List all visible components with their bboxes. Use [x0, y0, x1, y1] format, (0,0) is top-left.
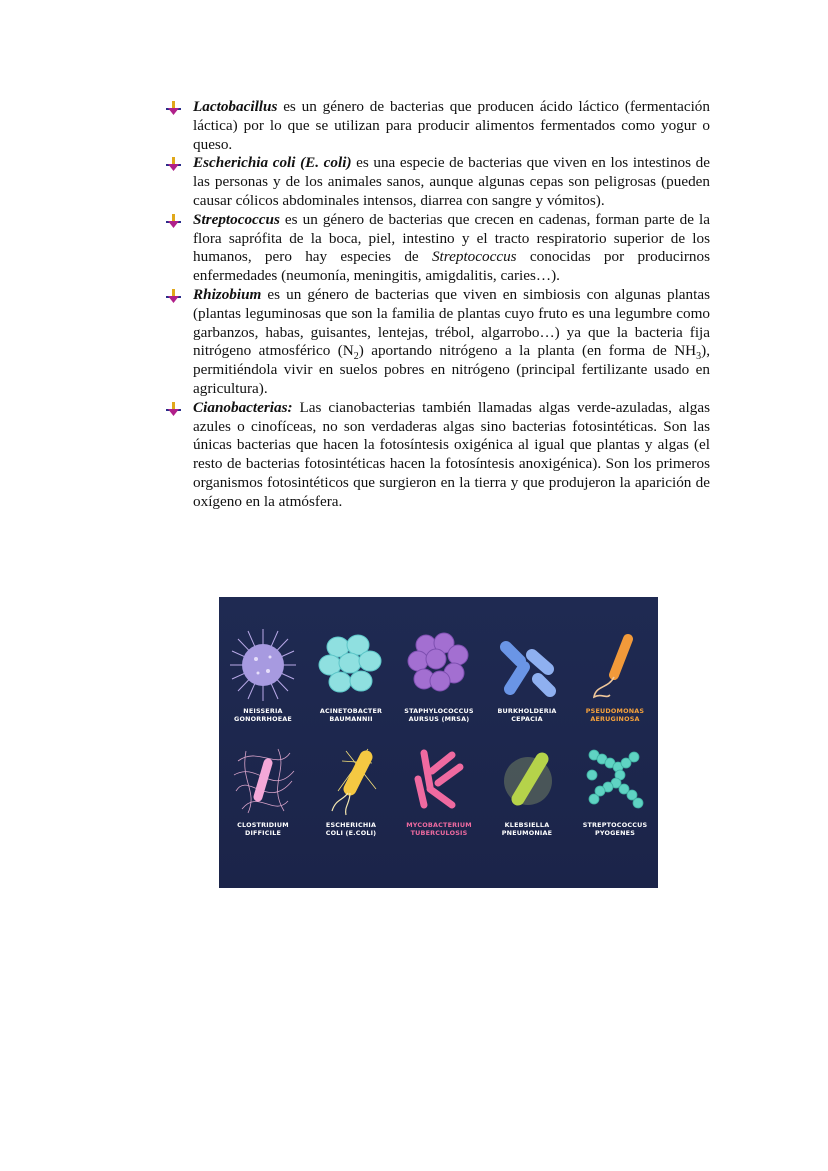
burkholderia-icon — [492, 627, 562, 707]
bacteria-label: KLEBSIELLA PNEUMONIAE — [501, 821, 553, 837]
klebsiella-icon — [492, 741, 562, 821]
bacteria-label: ESCHERICHIA COLI (E.COLI) — [325, 821, 377, 837]
bacteria-cell-staphylococcus — [395, 627, 483, 723]
bacteria-cell-streptococcus — [571, 741, 659, 837]
description-end: ), permitiéndola vivir en suelos pobres en nitrógeno (principal fertilizante usado en agricultura). — [193, 342, 711, 397]
description-mid: ) aportando nitrógeno a la planta (en forma de NH — [358, 342, 697, 360]
bacteria-cell-clostridium — [219, 741, 307, 837]
streptococcus-icon — [580, 741, 650, 821]
list-item-rhizobium — [166, 286, 710, 399]
bacteria-label: NEISSERIA GONORRHOEAE — [234, 707, 292, 723]
term: Cianobacterias: — [193, 398, 293, 416]
escherichia-icon — [316, 741, 386, 821]
acinetobacter-icon — [316, 627, 386, 707]
bacteria-label: CLOSTRIDIUM DIFFICILE — [237, 821, 289, 837]
bullet-arrow-icon — [166, 101, 182, 115]
bacteria-label: BURKHOLDERIA CEPACIA — [497, 707, 557, 723]
bacteria-list — [166, 98, 710, 512]
bacteria-cell-acinetobacter — [307, 627, 395, 723]
list-item-cianobacterias — [166, 399, 710, 512]
bacteria-label: STAPHYLOCOCCUS AURSUS (MRSA) — [404, 707, 474, 723]
description: es un género de bacterias que viven en simbiosis con algunas plantas (plantas leguminosas que son la familia de plantas cuyo fruto es una legumbre como garbanzos, habas, guisantes, lentejas, trébol, algarrobo…) ya que la bacteria fija nitrógeno atmosférico (N — [193, 285, 710, 360]
term: Escherichia coli (E. coli) — [193, 154, 352, 172]
bacteria-cell-neisseria — [219, 627, 307, 723]
bullet-arrow-icon — [166, 214, 182, 228]
bacteria-cell-burkholderia — [483, 627, 571, 723]
subscript: 2 — [353, 351, 359, 363]
clostridium-icon — [228, 741, 298, 821]
staphylococcus-icon — [404, 627, 474, 707]
bacteria-cell-klebsiella — [483, 741, 571, 837]
list-item-escherichia-coli — [166, 154, 710, 210]
bacteria-cell-mycobacterium — [395, 741, 483, 837]
bacteria-label: MYCOBACTERIUM TUBERCULOSIS — [406, 821, 472, 837]
bacteria-cell-pseudomonas — [571, 627, 659, 723]
subscript: 3 — [696, 351, 702, 363]
list-item-streptococcus — [166, 211, 710, 286]
bullet-arrow-icon — [166, 402, 182, 416]
neisseria-icon — [228, 627, 298, 707]
term: Streptococcus — [193, 210, 280, 228]
mycobacterium-icon — [404, 741, 474, 821]
term: Rhizobium — [193, 285, 262, 303]
bacteria-cell-escherichia — [307, 741, 395, 837]
description-end: conocidas por producirnos enfermedades (neumonía, meningitis, amigdalitis, caries…). — [193, 248, 710, 285]
term: Lactobacillus — [193, 98, 278, 115]
bacteria-label: PSEUDOMONAS AERUGINOSA — [585, 707, 645, 723]
italic-term: Streptococcus — [431, 248, 517, 266]
bacteria-label: STREPTOCOCCUS PYOGENES — [582, 821, 648, 837]
bacteria-illustration — [219, 597, 658, 888]
pseudomonas-icon — [580, 627, 650, 707]
description: es una especie de bacterias que viven en los intestinos de las personas y de los animales sanos, aunque algunas cepas son peligrosas (pueden causar cólicos abdominales intensos, diarrea con sangre y vómitos). — [193, 154, 710, 209]
bacteria-label: ACINETOBACTER BAUMANNII — [319, 707, 383, 723]
description: Las cianobacterias también llamadas algas verde-azuladas, algas azules o cinofíceas, no son verdaderas algas sino bacterias fotosintéticas. Son las únicas bacterias que hacen la fotosíntesis oxigénica al igual que plantas y algas (el resto de bacterias fotosintéticas hacen la fotosíntesis anoxigénica). Son los primeros organismos fotosintéticos que surgieron en la tierra y que produjeron la aparición de oxígeno en la atmósfera. — [193, 398, 710, 510]
list-item-lactobacillus — [166, 98, 710, 154]
description: es un género de bacterias que crecen en cadenas, forman parte de la flora saprófita de la boca, piel, intestino y el tracto respiratorio superior de los humanos, pero hay especies de — [193, 210, 710, 266]
bullet-arrow-icon — [166, 157, 182, 171]
description: es un género de bacterias que producen ácido láctico (fermentación láctica) por lo que se utilizan para producir alimentos fermentados como yogur o queso. — [193, 98, 710, 153]
bullet-arrow-icon — [166, 289, 182, 303]
